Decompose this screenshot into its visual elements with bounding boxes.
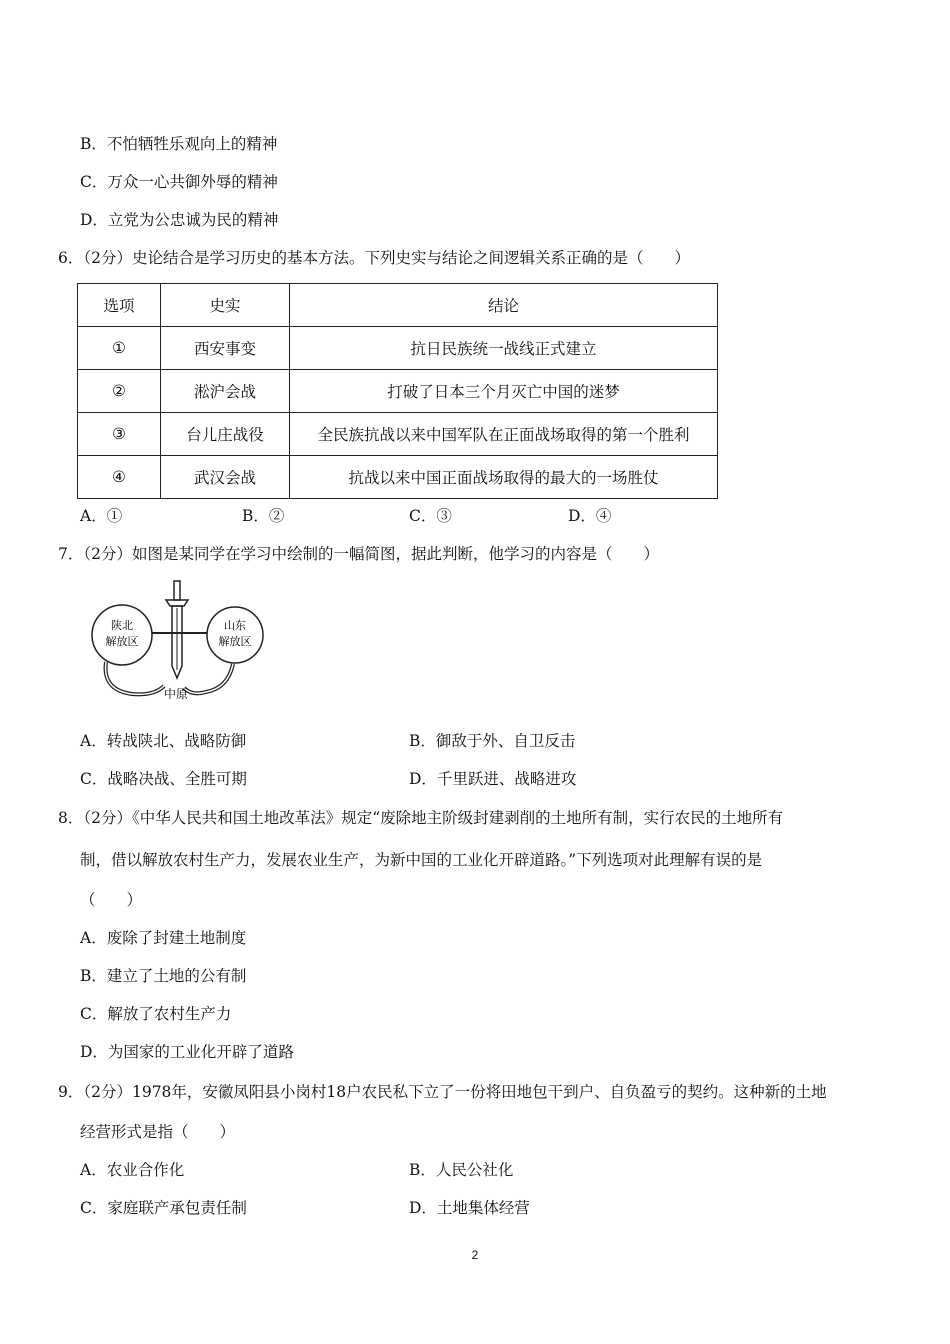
q8-option-b: B．建立了土地的公有制 bbox=[80, 967, 247, 985]
q6-table bbox=[77, 283, 718, 499]
q6-option-a: A．① bbox=[80, 507, 123, 525]
table-row bbox=[78, 370, 718, 413]
q6-option-d: D．④ bbox=[568, 507, 612, 525]
q9-option-c: C．家庭联产承包责任制 bbox=[80, 1199, 247, 1217]
row-conclusion: 打破了日本三个月灭亡中国的迷梦 bbox=[290, 370, 718, 413]
q7-stem: 7．（2分）如图是某同学在学习中绘制的一幅简图，据此判断，他学习的内容是（ ） bbox=[58, 545, 659, 563]
q6-option-b: B．② bbox=[242, 507, 285, 525]
right-circle-label-2: 解放区 bbox=[218, 635, 252, 648]
left-circle-label-2: 解放区 bbox=[105, 635, 139, 648]
right-circle-label-1: 山东 bbox=[224, 619, 246, 632]
table-row bbox=[78, 327, 718, 370]
header-fact: 史实 bbox=[161, 284, 290, 327]
q8-option-a: A．废除了封建土地制度 bbox=[80, 929, 247, 947]
row-conclusion: 抗战以来中国正面战场取得的最大的一场胜仗 bbox=[290, 456, 718, 499]
q7-option-c: C．战略决战、全胜可期 bbox=[80, 770, 247, 788]
q5-option-d: D．立党为公忠诚为民的精神 bbox=[80, 211, 279, 229]
q7-option-b: B．御敌于外、自卫反击 bbox=[409, 732, 576, 750]
q9-option-b: B．人民公社化 bbox=[409, 1161, 514, 1179]
row-marker: ④ bbox=[78, 456, 161, 499]
q5-option-c: C．万众一心共御外辱的精神 bbox=[80, 173, 278, 191]
row-fact: 武汉会战 bbox=[161, 456, 290, 499]
q9-option-d: D．土地集体经营 bbox=[409, 1199, 530, 1217]
right-curve-arrow bbox=[184, 664, 233, 693]
row-fact: 西安事变 bbox=[161, 327, 290, 370]
header-conclusion: 结论 bbox=[290, 284, 718, 327]
q5-option-b: B．不怕牺牲乐观向上的精神 bbox=[80, 135, 278, 153]
row-conclusion: 抗日民族统一战线正式建立 bbox=[290, 327, 718, 370]
q6-option-c: C．③ bbox=[409, 507, 452, 525]
table-header-row bbox=[78, 284, 718, 327]
table-row bbox=[78, 456, 718, 499]
left-curve-arrow bbox=[106, 662, 164, 694]
sword-guard bbox=[166, 600, 188, 606]
q8-stem-line-2: 制，借以解放农村生产力，发展农业生产，为新中国的工业化开辟道路。”下列选项对此理解有误的是 bbox=[80, 851, 763, 869]
left-circle-label-1: 陕北 bbox=[111, 619, 133, 632]
q7-diagram bbox=[88, 578, 278, 708]
row-fact: 台儿庄战役 bbox=[161, 413, 290, 456]
q7-option-d: D．千里跃进、战略进攻 bbox=[409, 770, 577, 788]
q7-option-a: A．转战陕北、战略防御 bbox=[80, 732, 247, 750]
q9-stem-line-1: 9．（2分）1978年，安徽凤阳县小岗村18户农民私下立了一份将田地包干到户、自负盈亏的契约。这种新的土地 bbox=[58, 1083, 827, 1101]
q9-stem-line-2: 经营形式是指（ ） bbox=[80, 1123, 236, 1141]
row-marker: ② bbox=[78, 370, 161, 413]
bottom-label: 中原 bbox=[163, 687, 189, 701]
row-fact: 淞沪会战 bbox=[161, 370, 290, 413]
sword-hilt bbox=[174, 581, 180, 600]
q8-option-c: C．解放了农村生产力 bbox=[80, 1005, 232, 1023]
q9-option-a: A．农业合作化 bbox=[80, 1161, 185, 1179]
q8-stem-line-3: （ ） bbox=[80, 891, 143, 909]
row-marker: ③ bbox=[78, 413, 161, 456]
q8-stem-line-1: 8．（2分）《中华人民共和国土地改革法》规定“废除地主阶级封建剥削的土地所有制，实行农民的土地所有 bbox=[58, 809, 784, 827]
page-number: 2 bbox=[471, 1248, 479, 1262]
row-marker: ① bbox=[78, 327, 161, 370]
q6-stem: 6．（2分）史论结合是学习历史的基本方法。下列史实与结论之间逻辑关系正确的是（ ） bbox=[58, 249, 690, 267]
table-row bbox=[78, 413, 718, 456]
q8-option-d: D．为国家的工业化开辟了道路 bbox=[80, 1043, 294, 1061]
header-option: 选项 bbox=[78, 284, 161, 327]
row-conclusion: 全民族抗战以来中国军队在正面战场取得的第一个胜利 bbox=[290, 413, 718, 456]
